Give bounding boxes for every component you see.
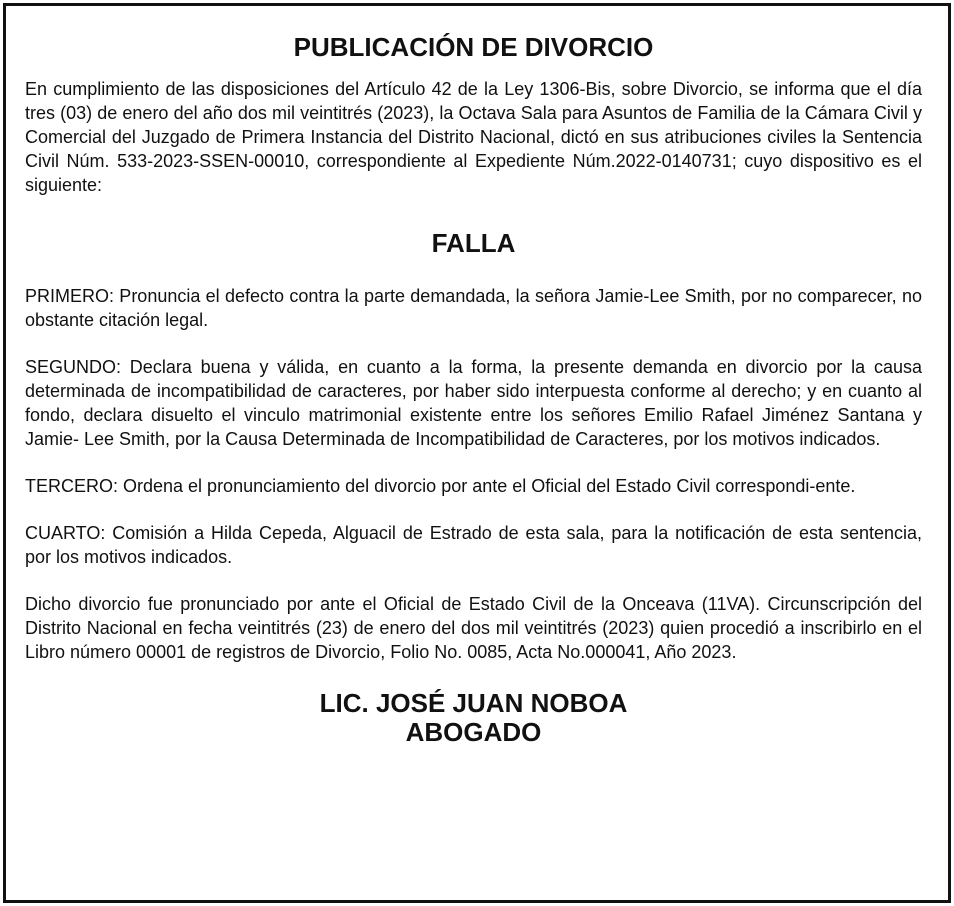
segundo-paragraph: SEGUNDO: Declara buena y válida, en cuanto a la forma, la presente demanda en divorcio por la causa determinada de incompatibilidad de caracteres, por haber sido interpuesta conforme al derecho; y en cuanto al fondo, declara disuelto el vinculo matrimonial existente entre los señores Emilio Rafael Jiménez Santana y Jamie- Lee Smith, por la Causa Determinada de Incompatibilidad de Caracteres, por los motivos indicados. xyxy=(25,357,922,449)
signature-block xyxy=(25,689,922,747)
closing-paragraph: Dicho divorcio fue pronunciado por ante el Oficial de Estado Civil de la Onceava (11VA). Circunscripción del Distrito Nacional en fecha veintitrés (23) de enero del dos mil veintitrés (2023) quien procedió a inscribirlo en el Libro número 00001 de registros de Divorcio, Folio No. 0085, Acta No.000041, Año 2023. xyxy=(25,594,922,662)
primero-paragraph: PRIMERO: Pronuncia el defecto contra la parte demandada, la señora Jamie-Lee Smith, por no comparecer, no obstante citación legal. xyxy=(25,286,922,330)
signature-name: LIC. JOSÉ JUAN NOBOA xyxy=(319,688,628,718)
tercero-paragraph: TERCERO: Ordena el pronunciamiento del divorcio por ante el Oficial del Estado Civil correspondi-ente. xyxy=(25,476,856,496)
cuarto-paragraph: CUARTO: Comisión a Hilda Cepeda, Alguacil de Estrado de esta sala, para la notificación de esta sentencia, por los motivos indicados. xyxy=(25,523,922,567)
notice-title: PUBLICACIÓN DE DIVORCIO xyxy=(293,32,654,62)
intro-paragraph: En cumplimiento de las disposiciones del Artículo 42 de la Ley 1306-Bis, sobre Divorcio, se informa que el día tres (03) de enero del año dos mil veintitrés (2023), la Octava Sala para Asuntos de Familia de la Cámara Civil y Comercial del Juzgado de Primera Instancia del Distrito Nacional, dictó en sus atribuciones civiles la Sentencia Civil Núm. 533-2023-SSEN-00010, correspondiente al Expediente Núm.2022-0140731; cuyo dispositivo es el siguiente: xyxy=(25,79,922,195)
falla-heading: FALLA xyxy=(431,228,516,258)
signature-role: ABOGADO xyxy=(405,717,542,747)
divorce-notice xyxy=(3,3,951,903)
